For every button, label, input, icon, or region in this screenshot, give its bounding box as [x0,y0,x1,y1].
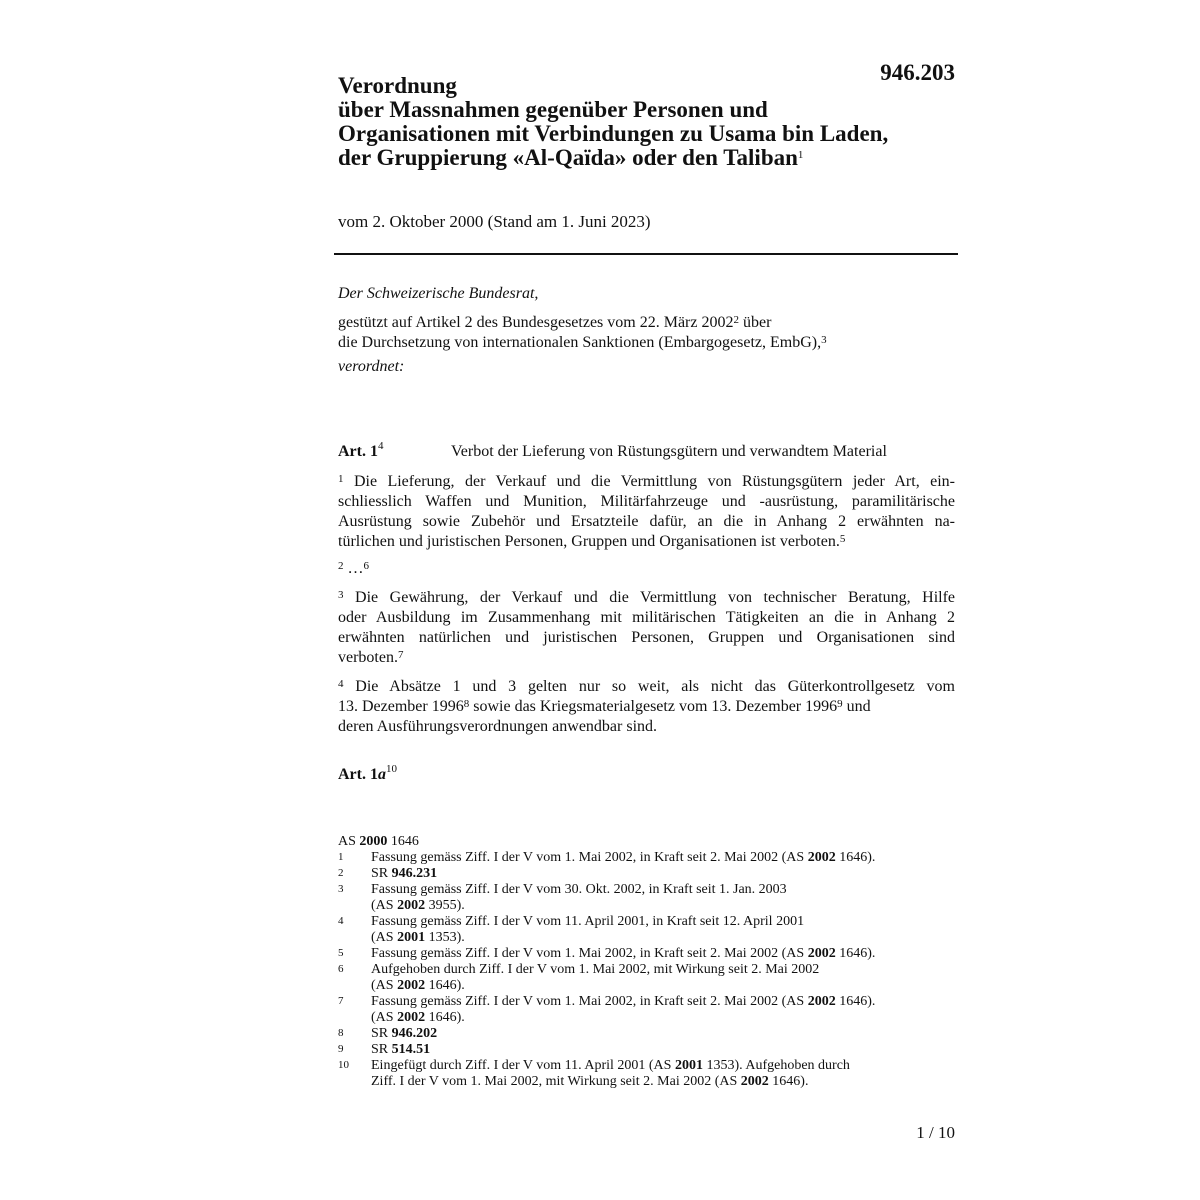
footnote-text [371,1058,958,1090]
footnote-line [371,1042,958,1058]
footnote-text-part: Fassung gemäss Ziff. I der V vom 1. Mai 2002, in Kraft seit 2. Mai 2002 (AS [371,946,808,961]
footnote-text-part: 1646). [835,850,876,865]
para-text: verboten. [338,649,398,666]
article-1-paragraph-1 [338,472,955,552]
sr-number: 946.203 [880,60,955,85]
footnote-line [371,962,958,978]
footnote-text [371,850,958,866]
footnote-line [371,930,958,946]
footnote-ref[interactable]: 6 [363,560,369,572]
footnote-text-part: 1646). [835,946,876,961]
footnote-number: 10 [338,1059,349,1071]
para-text: 13. Dezember 1996 [338,698,464,715]
footnote-bold-ref: 2002 [740,1074,769,1089]
para-line: deren Ausführungsverordnungen anwendbar sind. [338,718,658,735]
para-line: oder Ausbildung im Zusammenhang mit militärischen Tätigkeiten an die in Anhang 2 [338,609,955,626]
footnote-text-part: SR [371,1026,392,1041]
preamble-text: über [738,314,772,331]
footnote-bold-ref: 2002 [807,850,836,865]
para-line [338,677,955,697]
para-text: Die Absätze 1 und 3 gelten nur so weit, als nicht das Güterkontrollgesetz vom [355,678,955,695]
footnote-text-part: Fassung gemäss Ziff. I der V vom 1. Mai 2002, in Kraft seit 2. Mai 2002 (AS [371,994,808,1009]
as-reference [338,834,958,850]
footnote-text-part: Eingefügt durch Ziff. I der V vom 11. April 2001 (AS [371,1058,675,1073]
footnote-text-part: (AS [371,898,398,913]
para-line [338,559,955,579]
footnote-item [338,962,958,994]
footnote-line [371,994,958,1010]
footnote-ref[interactable]: 2 [733,314,739,326]
footnote-item [338,1042,958,1058]
para-line [338,472,955,492]
footnote-text-part: 1646). [835,994,876,1009]
footnote-line [371,1010,958,1026]
para-line [338,588,955,608]
article-1-paragraph-4 [338,677,955,737]
as-year: 2000 [359,834,388,849]
footnote-ref[interactable]: 10 [385,763,397,775]
footnote-text [371,882,958,914]
footnote-bold-ref: 2002 [397,1010,426,1025]
para-text: türlichen und juristischen Personen, Gruppen und Organisationen ist verboten. [338,533,840,550]
preamble-basis [338,313,958,353]
footnote-line [371,1058,958,1074]
footnote-item [338,882,958,914]
footnote-item [338,1026,958,1042]
para-text: … [347,560,364,577]
footnote-text-part: 1353). Aufgehoben durch [702,1058,850,1073]
as-page: 1646 [387,834,419,849]
footnote-ref[interactable]: 7 [397,649,404,661]
ordinance-title [338,74,958,170]
article-label: Art. 1 [338,443,378,460]
paragraph-number: 2 [338,560,344,572]
article-1a-heading [338,763,397,784]
footnote-bold-ref: 2002 [807,994,836,1009]
footnote-text-part: Aufgehoben durch Ziff. I der V vom 1. Mai 2002, mit Wirkung seit 2. Mai 2002 [371,962,820,977]
footnote-number: 3 [338,883,344,895]
title-line: Organisationen mit Verbindungen zu Usama bin Laden, [338,121,889,146]
footnote-number: 9 [338,1043,344,1055]
footnote-text-part: Ziff. I der V vom 1. Mai 2002, mit Wirkung seit 2. Mai 2002 (AS [371,1074,741,1089]
footnote-text-part: Fassung gemäss Ziff. I der V vom 11. April 2001, in Kraft seit 12. April 2001 [371,914,805,929]
para-line [338,532,955,552]
footnote-number: 7 [338,995,344,1007]
footnote-item [338,1058,958,1090]
footnote-text-part: Fassung gemäss Ziff. I der V vom 1. Mai 2002, in Kraft seit 2. Mai 2002 (AS [371,850,808,865]
footnote-text-part: 1353). [425,930,465,945]
para-line: Ausrüstung sowie Zubehör und Ersatzteile dafür, an die in Anhang 2 erwähnten na- [338,513,955,530]
page-number: 1 / 10 [916,1123,955,1142]
footnote-bold-ref: 946.231 [391,866,438,881]
footnote-text [371,1026,958,1042]
preamble-text: gestützt auf Artikel 2 des Bundesgesetzes vom 22. März 2002 [338,314,734,331]
paragraph-number: 3 [338,589,344,601]
footnote-text-part: 1646). [425,978,465,993]
para-line [338,697,955,717]
footnote-text-part: 3955). [425,898,465,913]
footnote-line [371,1026,958,1042]
para-text: und [842,698,871,715]
paragraph-number: 4 [338,678,344,690]
footnote-number: 4 [338,915,344,927]
footnote-bold-ref: 514.51 [391,1042,431,1057]
footnote-list [338,850,958,1090]
title-line: Verordnung [338,73,457,98]
footnote-text-part: (AS [371,1010,398,1025]
article-title: Verbot der Lieferung von Rüstungsgütern und verwandtem Material [451,443,887,460]
footnote-ref[interactable]: 5 [839,533,846,545]
footnote-item [338,946,958,962]
footnote-line [371,850,958,866]
footnote-line [371,866,958,882]
footnote-ref[interactable]: 4 [377,440,384,452]
footnote-ref[interactable]: 8 [463,698,470,710]
footnote-text-part: (AS [371,930,398,945]
footnote-text-part: SR [371,1042,392,1057]
footnote-item [338,850,958,866]
footnote-text-part: 1646). [768,1074,809,1089]
footnote-ref[interactable]: 3 [821,334,827,346]
footnote-text [371,866,958,882]
preamble-text: die Durchsetzung von internationalen Sanktionen (Embargogesetz, EmbG), [338,334,822,351]
para-text: sowie das Kriegsmaterialgesetz vom 13. Dezember 1996 [469,698,838,715]
preamble-line [338,313,958,333]
para-text: Die Gewährung, der Verkauf und die Vermittlung von technischer Beratung, Hilfe [355,589,956,606]
article-1-paragraph-2 [338,559,955,579]
para-line [338,648,955,668]
header-divider [334,253,958,255]
footnote-line [371,882,958,898]
article-1-heading [338,440,887,461]
footnote-line [371,914,958,930]
paragraph-number: 1 [338,473,344,485]
title-line [338,146,958,170]
ordinance-date: vom 2. Oktober 2000 (Stand am 1. Juni 2023) [338,212,651,231]
footnote-text [371,1042,958,1058]
footnote-bold-ref: 2002 [397,978,426,993]
footnote-text [371,994,958,1026]
footnote-bold-ref: 2001 [397,930,426,945]
footnote-item [338,866,958,882]
as-prefix: AS [338,834,360,849]
footnote-bold-ref: 2002 [807,946,836,961]
article-label: Art. 1 [338,766,378,783]
footnote-text [371,914,958,946]
footnote-text-part: SR [371,866,392,881]
footnote-item [338,994,958,1026]
article-suffix: a [377,766,386,783]
footnote-text [371,962,958,994]
footnote-number: 6 [338,963,344,975]
footnote-number: 1 [338,851,344,863]
footnote-text-part: (AS [371,978,398,993]
footnote-text-part: 1646). [425,1010,465,1025]
footnote-ref[interactable]: 9 [837,698,843,710]
footnote-ref[interactable]: 1 [797,149,804,161]
footnote-bold-ref: 946.202 [391,1026,438,1041]
title-line-text: der Gruppierung «Al-Qaïda» oder den Taliban [338,145,798,170]
footnote-number: 5 [338,947,344,959]
article-1-paragraph-3 [338,588,955,668]
footnote-text [371,946,958,962]
preamble-line [338,333,958,353]
preamble-ordains: verordnet: [338,358,405,375]
footnote-line [371,898,958,914]
footnote-number: 8 [338,1027,344,1039]
footnote-text-part: Fassung gemäss Ziff. I der V vom 30. Okt. 2002, in Kraft seit 1. Jan. 2003 [371,882,787,897]
para-text: Die Lieferung, der Verkauf und die Vermittlung von Rüstungsgütern jeder Art, ein- [353,473,956,490]
title-line: über Massnahmen gegenüber Personen und [338,97,768,122]
footnote-bold-ref: 2002 [397,898,426,913]
preamble-authority: Der Schweizerische Bundesrat, [338,285,539,302]
footnote-item [338,914,958,946]
footnote-line [371,1074,958,1090]
footnotes [338,834,958,1090]
para-line: erwähnten natürlichen und juristischen Personen, Gruppen und Organisationen sind [338,629,955,646]
para-line: schliesslich Waffen und Munition, Militärfahrzeuge und -ausrüstung, paramilitärische [338,493,955,510]
footnote-bold-ref: 2001 [674,1058,703,1073]
footnote-line [371,946,958,962]
footnote-number: 2 [338,867,344,879]
footnote-line [371,978,958,994]
